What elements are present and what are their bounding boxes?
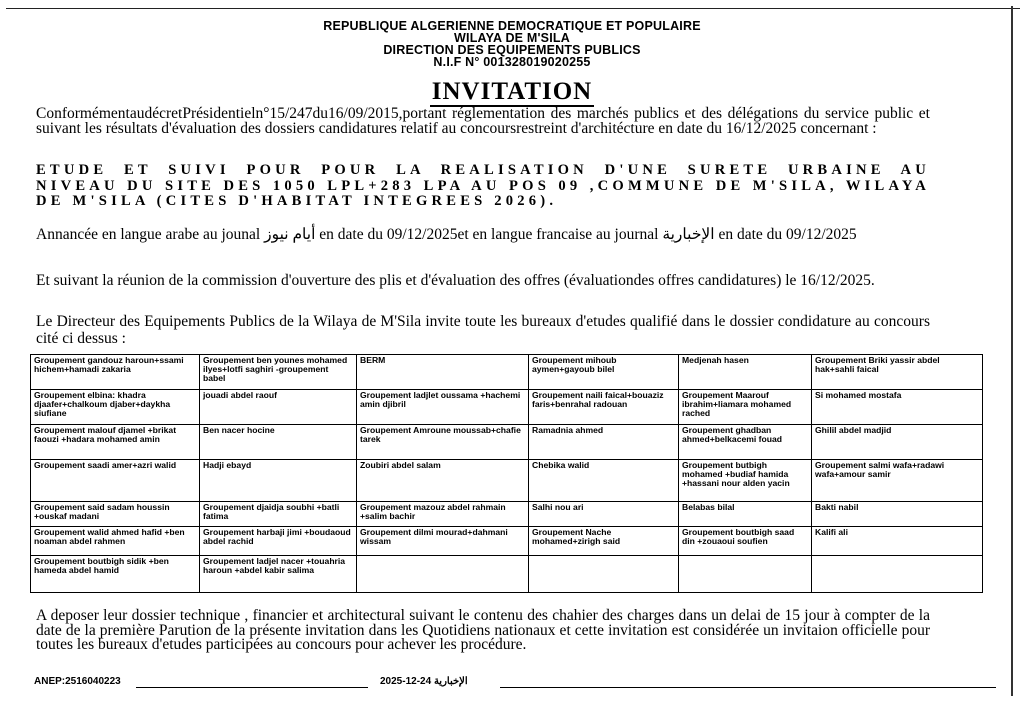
table-cell: BERM	[357, 355, 529, 390]
table-cell: Hadji ebayd	[200, 460, 357, 502]
table-cell: Groupement Nache mohamed+zirigh said	[529, 527, 679, 556]
table-cell	[357, 556, 529, 593]
table-row	[31, 527, 983, 556]
page-top-edge	[6, 8, 1020, 9]
table-cell: Zoubiri abdel salam	[357, 460, 529, 502]
header-republic: REPUBLIQUE ALGERIENNE DEMOCRATIQUE ET POPULAIRE	[323, 19, 701, 33]
table-cell: Groupement mihoub aymen+gayoub bilel	[529, 355, 679, 390]
bureaux-table	[30, 354, 983, 593]
table-cell: Groupement said sadam houssin +ouskaf madani	[31, 502, 200, 527]
table-cell: Ben nacer hocine	[200, 425, 357, 460]
page-right-edge	[1011, 6, 1013, 696]
table-row	[31, 390, 983, 425]
table-cell: Medjenah hasen	[679, 355, 812, 390]
footer-rule-right	[500, 687, 996, 688]
closing-paragraph: A deposer leur dossier technique , financier et architectural suivant le contenu des chahier des charges dans un delai de 15 jour à compter de la date de la première Parution de la présente invitation dans les Quotidiens nationaux et cette invitation est considérée un invitaion officielle pour toutes les bureaux d'etudes participées au concours pour achever les procédure.	[36, 607, 930, 654]
table-cell: Salhi nou ari	[529, 502, 679, 527]
header-direction: DIRECTION DES EQUIPEMENTS PUBLICS	[383, 43, 641, 57]
project-subject: ETUDE ET SUIVI POUR POUR LA REALISATION D'UNE SURETE URBAINE AU NIVEAU DU SITE DES 1050 LPL+283 LPA AU POS 09 ,COMMUNE DE M'SILA, WILAYA DE M'SILA (CITES D'HABITAT INTEGREES 2026).	[36, 162, 930, 210]
table-cell: Groupement saadi amer+azri walid	[31, 460, 200, 502]
table-row	[31, 556, 983, 593]
table-cell: Groupement boutbigh sidik +ben hameda abdel hamid	[31, 556, 200, 593]
table-cell: Groupement harbaji jimi +boudaoud abdel rachid	[200, 527, 357, 556]
document-title: INVITATION	[431, 78, 593, 105]
table-cell: Groupement mazouz abdel rahmain +salim bachir	[357, 502, 529, 527]
table-cell: Groupement ladjel nacer +touahria haroun +abdel kabir salima	[200, 556, 357, 593]
intro-paragraph: ConformémentaudécretPrésidentieln°15/247du16/09/2015,portant réglementation des marchés publics et des délégations du service public et suivant les résultats d'évaluation des dossiers candidatures relatif au concoursrestreint d'architécture en date du 16/12/2025 concernant :	[36, 105, 930, 138]
table-cell: Groupement dilmi mourad+dahmani wissam	[357, 527, 529, 556]
table-cell: Ramadnia ahmed	[529, 425, 679, 460]
table-cell: Groupement butbigh mohamed +budiaf hamida +hassani nour alden yacin	[679, 460, 812, 502]
table-cell: Groupement malouf djamel +brikat faouzi +hadara mohamed amin	[31, 425, 200, 460]
table-cell: jouadi abdel raouf	[200, 390, 357, 425]
table-cell: Groupement ghadban ahmed+belkacemi fouad	[679, 425, 812, 460]
table-cell	[812, 556, 983, 593]
table-cell: Groupement elbina: khadra djaafer+chalkoum djaber+daykha siufiane	[31, 390, 200, 425]
table-cell	[679, 556, 812, 593]
table-cell: Chebika walid	[529, 460, 679, 502]
table-cell: Groupement ladjlet oussama +hachemi amin djibril	[357, 390, 529, 425]
table-cell: Groupement Briki yassir abdel hak+sahli faical	[812, 355, 983, 390]
footer-date-journal: 2025-12-24 الإخبارية	[380, 676, 468, 687]
table-cell: Groupement salmi wafa+radawi wafa+amour samir	[812, 460, 983, 502]
commission-paragraph: Et suivant la réunion de la commission d'ouverture des plis et d'évaluation des offres (évaluationdes offres candidatures) le 16/12/2025.	[36, 272, 875, 289]
anep-reference: ANEP:2516040223	[34, 676, 121, 687]
table-cell: Groupement boutbigh saad din +zouaoui soufien	[679, 527, 812, 556]
table-cell: Groupement Maarouf ibrahim+liamara mohamed rached	[679, 390, 812, 425]
table-cell: Groupement naili faical+bouaziz faris+benrahal radouan	[529, 390, 679, 425]
table-row	[31, 460, 983, 502]
footer-rule-left	[136, 687, 368, 688]
table-cell: Si mohamed mostafa	[812, 390, 983, 425]
header-wilaya: WILAYA DE M'SILA	[454, 31, 570, 45]
table-row	[31, 425, 983, 460]
table-cell: Groupement Amroune moussab+chafie tarek	[357, 425, 529, 460]
table-cell: Belabas bilal	[679, 502, 812, 527]
header-nif: N.I.F N° 001328019020255	[433, 55, 591, 69]
publication-paragraph: Annancée en langue arabe au jounal أيام نيوز en date du 09/12/2025et en langue francaise au journal الإخبارية en date du 09/12/2025	[36, 226, 857, 243]
invite-paragraph: Le Directeur des Equipements Publics de la Wilaya de M'Sila invite toute les bureaux d'etudes qualifié dans le dossier condidature au concours cité ci dessus :	[36, 313, 930, 347]
table-cell: Groupement ben younes mohamed ilyes+lotfi saghiri -groupement babel	[200, 355, 357, 390]
table-cell: Bakti nabil	[812, 502, 983, 527]
table-cell: Groupement gandouz haroun+ssami hichem+hamadi zakaria	[31, 355, 200, 390]
table-cell: Groupement djaidja soubhi +batli fatima	[200, 502, 357, 527]
table-cell	[529, 556, 679, 593]
table-cell: Ghilil abdel madjid	[812, 425, 983, 460]
table-cell: Kalifi ali	[812, 527, 983, 556]
table-row	[31, 355, 983, 390]
table-row	[31, 502, 983, 527]
table-cell: Groupement walid ahmed hafid +ben noaman abdel rahmen	[31, 527, 200, 556]
